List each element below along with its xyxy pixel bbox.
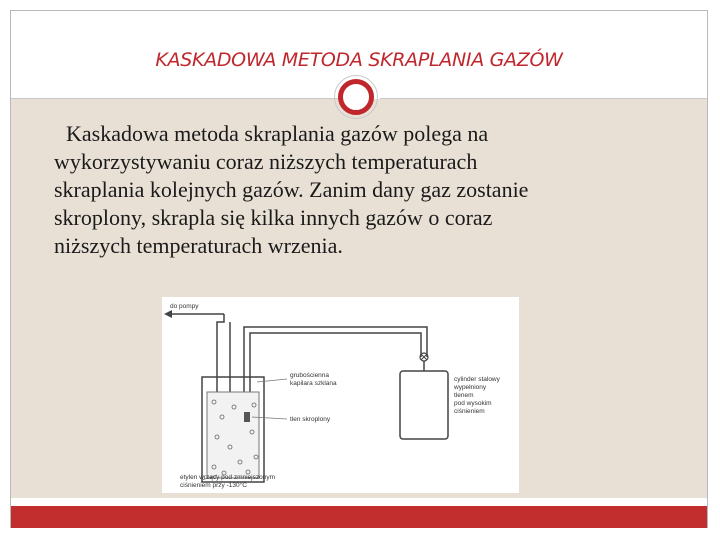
pump-tube [217,314,224,392]
label-cylinder-3: tlenem [454,392,474,399]
label-glass-2: kapilara szklana [290,380,337,387]
capillary-outer [244,327,427,357]
body-line: wykorzystywaniu coraz niższych temperaturach [54,149,478,174]
ring-ornament-icon [338,79,374,115]
label-cylinder-2: wypełniony [454,384,487,391]
label-oxygen: tlen skroplony [290,416,331,423]
apparatus-diagram [162,297,519,493]
pump-arrow-icon [164,310,172,318]
apparatus-figure [162,297,519,493]
label-ethylene-2: ciśnieniem przy -130°C [180,482,247,489]
liquid-oxygen [244,412,250,422]
capillary-inner [250,333,421,357]
footer-bar [11,506,707,528]
label-ethylene-1: etylen wrzący pod zmniejszonym [180,474,276,481]
slide-title: KASKADOWA METODA SKRAPLANIA GAZÓW [155,49,563,71]
label-cylinder-4: pod wysokim [454,400,492,407]
divider-left [11,98,339,99]
label-pump: do pompy [170,303,199,310]
body-text [54,120,704,260]
label-cylinder-1: cylinder stalowy [454,376,500,383]
body-line: skraplania kolejnych gazów. Zanim dany gaz zostanie [54,177,529,202]
body-line: Kaskadowa metoda skraplania gazów polega na [66,121,489,146]
body-line: niższych temperaturach wrzenia. [54,233,343,258]
label-cylinder-5: ciśnieniem [454,408,485,415]
body-line: skroplony, skrapla się kilka innych gazów o coraz [54,205,493,230]
label-glass: grubościenna [290,372,330,379]
steel-cylinder [400,371,448,439]
divider-right [380,98,707,99]
